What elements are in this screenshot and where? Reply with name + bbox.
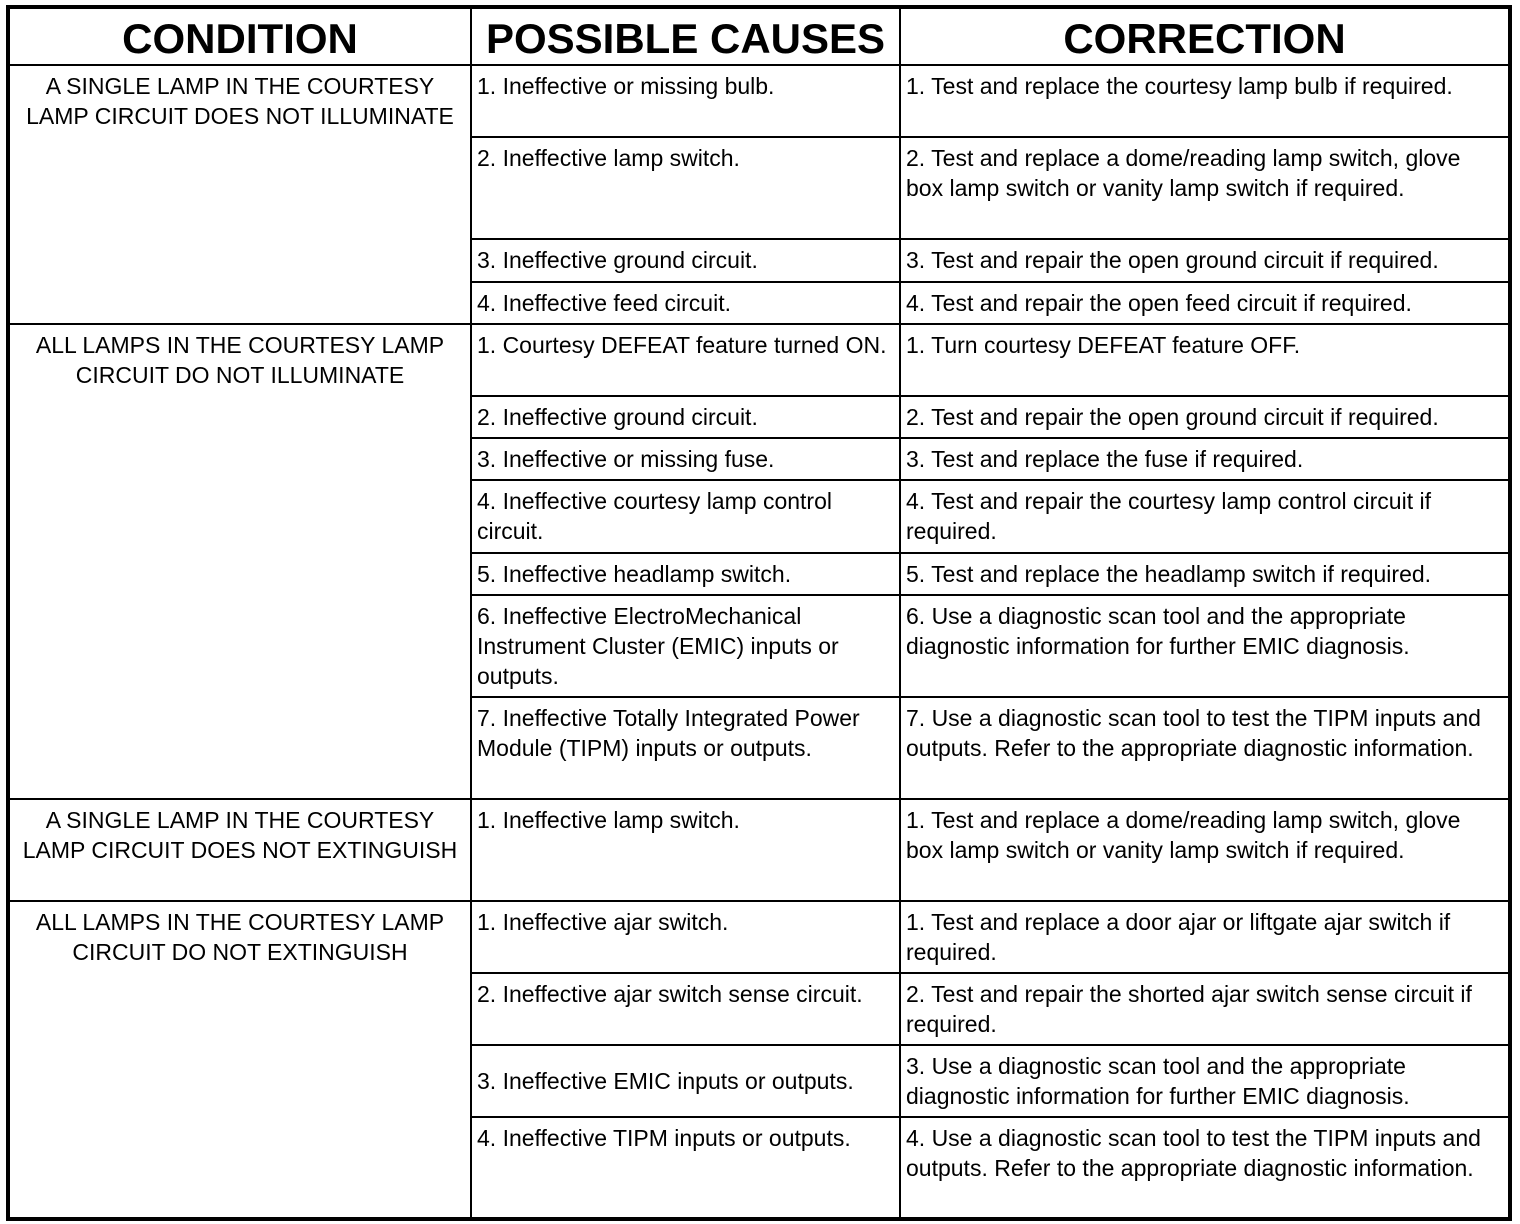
condition-cell: ALL LAMPS IN THE COURTESY LAMP CIRCUIT DO NOT EXTINGUISH <box>8 901 471 1219</box>
table-row <box>8 901 1510 973</box>
correction-cell: 1. Test and replace a door ajar or liftgate ajar switch if required. <box>900 901 1510 973</box>
cause-cell: 2. Ineffective ground circuit. <box>471 396 900 438</box>
table-header <box>8 7 1510 65</box>
cause-cell: 4. Ineffective courtesy lamp control circuit. <box>471 480 900 553</box>
correction-cell: 3. Test and repair the open ground circuit if required. <box>900 239 1510 282</box>
condition-cell: A SINGLE LAMP IN THE COURTESY LAMP CIRCUIT DOES NOT EXTINGUISH <box>8 799 471 901</box>
cause-cell: 6. Ineffective ElectroMechanical Instrument Cluster (EMIC) inputs or outputs. <box>471 595 900 697</box>
cause-cell: 1. Ineffective ajar switch. <box>471 901 900 973</box>
correction-cell: 6. Use a diagnostic scan tool and the appropriate diagnostic information for further EMIC diagnosis. <box>900 595 1510 697</box>
correction-cell: 2. Test and repair the open ground circuit if required. <box>900 396 1510 438</box>
diagnosis-table <box>6 5 1512 1221</box>
cause-cell: 5. Ineffective headlamp switch. <box>471 553 900 595</box>
correction-cell: 7. Use a diagnostic scan tool to test the TIPM inputs and outputs. Refer to the appropriate diagnostic information. <box>900 697 1510 799</box>
correction-cell: 1. Turn courtesy DEFEAT feature OFF. <box>900 324 1510 396</box>
condition-cell: A SINGLE LAMP IN THE COURTESY LAMP CIRCUIT DOES NOT ILLUMINATE <box>8 65 471 324</box>
cause-cell: 2. Ineffective ajar switch sense circuit. <box>471 973 900 1045</box>
correction-cell: 1. Test and replace the courtesy lamp bulb if required. <box>900 65 1510 137</box>
cause-cell: 4. Ineffective feed circuit. <box>471 282 900 324</box>
correction-cell: 1. Test and replace a dome/reading lamp switch, glove box lamp switch or vanity lamp switch if required. <box>900 799 1510 901</box>
header-possible-causes: POSSIBLE CAUSES <box>471 7 900 65</box>
table-row <box>8 65 1510 137</box>
correction-cell: 4. Test and repair the open feed circuit if required. <box>900 282 1510 324</box>
cause-cell: 3. Ineffective ground circuit. <box>471 239 900 282</box>
correction-cell: 4. Test and repair the courtesy lamp control circuit if required. <box>900 480 1510 553</box>
header-condition: CONDITION <box>8 7 471 65</box>
condition-cell: ALL LAMPS IN THE COURTESY LAMP CIRCUIT DO NOT ILLUMINATE <box>8 324 471 799</box>
header-row <box>8 7 1510 65</box>
cause-cell: 3. Ineffective EMIC inputs or outputs. <box>471 1045 900 1117</box>
cause-cell: 2. Ineffective lamp switch. <box>471 137 900 239</box>
correction-cell: 3. Test and replace the fuse if required. <box>900 438 1510 480</box>
table-row <box>8 324 1510 396</box>
cause-cell: 1. Courtesy DEFEAT feature turned ON. <box>471 324 900 396</box>
table-row <box>8 799 1510 901</box>
table-body <box>8 65 1510 1219</box>
correction-cell: 3. Use a diagnostic scan tool and the appropriate diagnostic information for further EMIC diagnosis. <box>900 1045 1510 1117</box>
cause-cell: 4. Ineffective TIPM inputs or outputs. <box>471 1117 900 1219</box>
correction-cell: 2. Test and replace a dome/reading lamp switch, glove box lamp switch or vanity lamp switch if required. <box>900 137 1510 239</box>
correction-cell: 4. Use a diagnostic scan tool to test the TIPM inputs and outputs. Refer to the appropriate diagnostic information. <box>900 1117 1510 1219</box>
cause-cell: 1. Ineffective lamp switch. <box>471 799 900 901</box>
cause-cell: 1. Ineffective or missing bulb. <box>471 65 900 137</box>
cause-cell: 3. Ineffective or missing fuse. <box>471 438 900 480</box>
correction-cell: 2. Test and repair the shorted ajar switch sense circuit if required. <box>900 973 1510 1045</box>
header-correction: CORRECTION <box>900 7 1510 65</box>
correction-cell: 5. Test and replace the headlamp switch if required. <box>900 553 1510 595</box>
cause-cell: 7. Ineffective Totally Integrated Power Module (TIPM) inputs or outputs. <box>471 697 900 799</box>
